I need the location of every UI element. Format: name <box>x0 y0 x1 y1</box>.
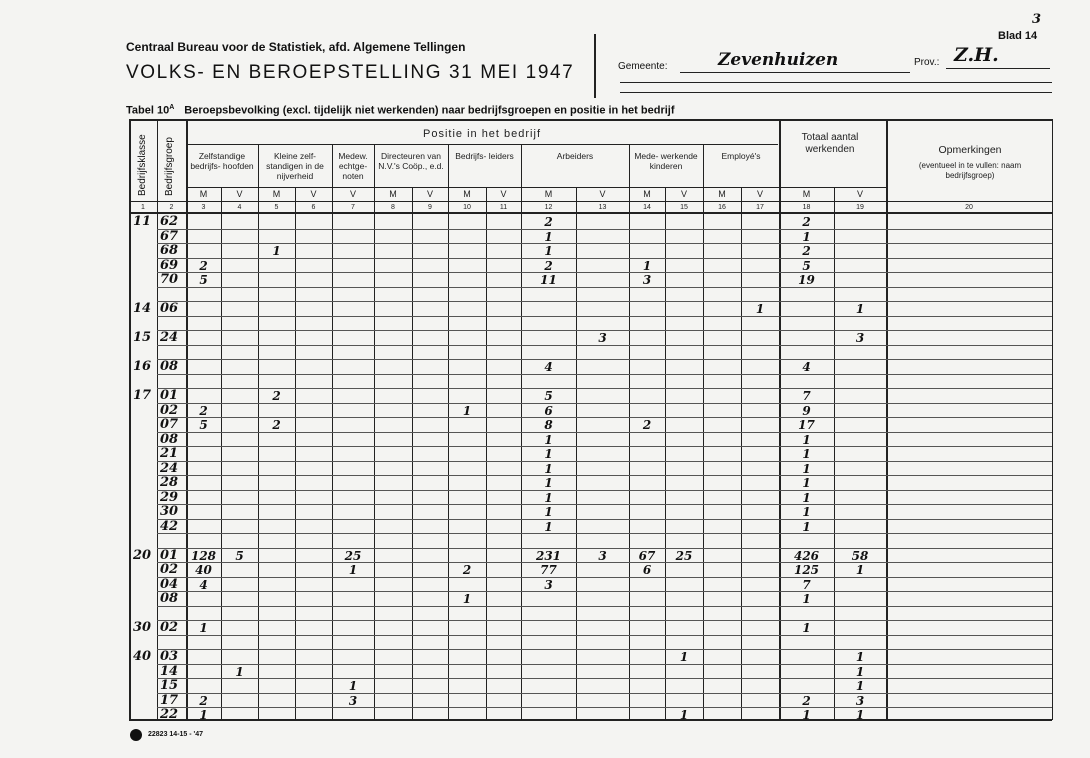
row-bedrijfsgroep: 24 <box>160 460 179 476</box>
row-bedrijfsklasse: 11 <box>133 214 152 229</box>
table-cell: 1 <box>348 563 358 577</box>
table-cell: 5 <box>235 548 244 563</box>
print-code: 22823 14-15 - '47 <box>148 731 203 738</box>
table-cell: 1 <box>679 708 689 722</box>
col-number: 5 <box>274 204 279 211</box>
row-bedrijfsgroep: 67 <box>160 228 179 244</box>
table-cell: 1 <box>462 592 472 606</box>
table-cell: 2 <box>802 244 811 258</box>
table-cell: 1 <box>802 432 811 447</box>
mv-divider <box>486 187 487 720</box>
print-logo <box>130 729 142 741</box>
row-rule <box>157 258 1052 259</box>
row-rule <box>157 475 1052 476</box>
table-cell: 1 <box>544 505 553 519</box>
positie-header: Positie in het bedrijf <box>423 128 541 140</box>
table-cell: 1 <box>855 664 865 679</box>
table-cell: 1 <box>802 229 811 244</box>
col-number: 4 <box>237 204 242 211</box>
row-rule <box>157 577 1052 578</box>
positie-underline <box>186 144 778 145</box>
header-divider <box>594 34 596 98</box>
row-rule <box>157 446 1052 447</box>
table-cell: 426 <box>793 548 820 563</box>
table-cell: 3 <box>544 577 553 592</box>
row-rule <box>157 504 1052 505</box>
mv-divider <box>576 187 577 720</box>
table-cell: 4 <box>199 577 208 592</box>
row-bedrijfsgroep: 70 <box>160 272 179 287</box>
table-cell: 2 <box>462 563 472 577</box>
col-number: 1 <box>141 204 145 211</box>
col-number: 17 <box>756 204 764 211</box>
totaal-header: Totaal aantal werkenden <box>801 132 859 155</box>
table-cell: 7 <box>802 577 811 592</box>
mv-divider <box>412 187 413 720</box>
table-cell: 2 <box>802 215 811 229</box>
table-cell: 4 <box>802 360 811 374</box>
table-cell: 1 <box>544 490 553 505</box>
census-title: VOLKS- EN BEROEPSTELLING 31 MEI 1947 <box>126 62 575 83</box>
row-bedrijfsgroep: 14 <box>160 663 179 679</box>
table-cell: 1 <box>855 708 865 722</box>
table-cell: 2 <box>272 418 281 432</box>
row-bedrijfsgroep: 21 <box>160 446 179 461</box>
row-bedrijfsgroep: 02 <box>160 402 179 418</box>
gemeente-underline <box>680 72 910 73</box>
table-cell: 1 <box>642 258 652 273</box>
table-cell: 1 <box>755 302 765 316</box>
mv-divider <box>741 187 742 720</box>
bedrijfsklasse-header: Bedrijfsklasse <box>137 134 148 196</box>
row-bedrijfsgroep: 02 <box>160 620 179 635</box>
row-bedrijfsgroep: 22 <box>160 707 179 722</box>
row-rule <box>157 533 1052 534</box>
table-cell: 231 <box>535 548 562 563</box>
bureau-line: Centraal Bureau voor de Statistiek, afd. Algemene Tellingen <box>126 40 466 54</box>
table-cell: 1 <box>544 432 553 447</box>
mv-label: M <box>643 189 651 199</box>
table-cell: 17 <box>798 418 815 432</box>
group-header-5: Bedrijfs- leiders <box>455 151 514 161</box>
col-number: 8 <box>391 204 395 211</box>
table-cell: 1 <box>199 621 208 635</box>
row-rule <box>157 591 1052 592</box>
row-rule <box>157 649 1052 650</box>
table-cell: 1 <box>235 664 244 679</box>
header-rule-2 <box>620 92 1052 93</box>
row-rule <box>157 678 1052 679</box>
table-cell: 1 <box>802 519 811 534</box>
col-number: 6 <box>311 204 316 211</box>
table-cell: 1 <box>802 490 811 505</box>
row-bedrijfsgroep: 28 <box>160 475 179 490</box>
row-rule <box>157 490 1052 491</box>
table-cell: 11 <box>540 273 557 287</box>
row-bedrijfsklasse: 15 <box>133 330 152 345</box>
mv-label: V <box>599 189 606 199</box>
opmerkingen-sub: (eventueel in te vullen: naam bedrijfsgroep) <box>918 161 1022 180</box>
row-bedrijfsklasse: 14 <box>133 301 152 316</box>
table-cell: 1 <box>544 519 553 534</box>
mv-label: V <box>236 189 243 199</box>
row-bedrijfsgroep: 08 <box>160 431 179 447</box>
table-cell: 1 <box>802 505 811 519</box>
prov-underline <box>946 68 1050 69</box>
table-cell: 1 <box>855 302 865 316</box>
mv-label: V <box>756 189 763 199</box>
row-rule <box>157 432 1052 433</box>
table-cell: 1 <box>802 447 811 461</box>
table-cell: 19 <box>798 273 815 287</box>
row-rule <box>157 345 1052 346</box>
mv-top-rule <box>186 187 886 188</box>
table-cell: 1 <box>802 621 811 635</box>
row-rule <box>157 287 1052 288</box>
table-cell: 77 <box>540 563 557 577</box>
row-bedrijfsgroep: 15 <box>160 678 179 693</box>
row-rule <box>157 403 1052 404</box>
col-number: 3 <box>201 204 206 211</box>
table-cell: 9 <box>802 403 811 418</box>
mv-label: V <box>426 189 433 199</box>
table-cell: 1 <box>544 229 553 244</box>
table-cell: 2 <box>642 418 652 432</box>
col-number: 18 <box>802 204 811 211</box>
mv-label: M <box>544 189 553 199</box>
table-cell: 2 <box>199 403 208 418</box>
table-title-prefix: Tabel 10 <box>126 104 170 117</box>
row-rule <box>157 316 1052 317</box>
group-header-8: Employé's <box>721 151 761 161</box>
row-bedrijfsgroep: 04 <box>160 576 179 592</box>
mv-label: M <box>389 189 397 199</box>
table-cell: 1 <box>802 708 811 722</box>
table-cell: 3 <box>348 693 358 708</box>
table-cell: 6 <box>544 403 553 418</box>
row-bedrijfsklasse: 17 <box>133 388 152 403</box>
colnum-top-rule <box>129 201 1052 202</box>
table-cell: 67 <box>638 548 656 563</box>
table-cell: 5 <box>802 258 811 273</box>
table-cell: 25 <box>675 548 693 563</box>
mv-label: V <box>680 189 687 199</box>
group-header-2: Kleine zelf- standigen in de nijverheid <box>266 151 324 181</box>
col-number: 15 <box>680 204 688 211</box>
mv-label: M <box>802 189 811 199</box>
row-bedrijfsgroep: 08 <box>160 591 179 606</box>
table-cell: 1 <box>544 447 553 461</box>
table-cell: 1 <box>462 403 472 418</box>
table-cell: 1 <box>855 679 865 693</box>
table-cell: 2 <box>199 258 208 273</box>
group-header-3: Medew. echtge- noten <box>338 151 368 181</box>
col-number: 10 <box>463 204 471 211</box>
col-number: 13 <box>598 204 607 211</box>
row-bedrijfsgroep: 02 <box>160 562 179 577</box>
header-rule-1 <box>620 82 1052 83</box>
table-cell: 5 <box>544 389 553 403</box>
table-cell: 1 <box>855 650 865 664</box>
table-cell: 5 <box>199 418 208 432</box>
row-bedrijfsgroep: 01 <box>160 547 179 563</box>
table-cell: 3 <box>855 693 865 708</box>
blad-label: Blad 14 <box>998 30 1038 42</box>
table-cell: 1 <box>544 461 553 476</box>
table-cell: 1 <box>348 679 358 693</box>
group-header-6: Arbeiders <box>556 151 594 161</box>
group-header-4: Directeuren van N.V.'s Coöp., e.d. <box>378 151 444 171</box>
row-rule <box>157 359 1052 360</box>
row-bedrijfsklasse: 30 <box>133 620 152 635</box>
row-rule <box>157 519 1052 520</box>
mv-divider <box>834 187 835 720</box>
mv-label: M <box>463 189 471 199</box>
row-rule <box>157 635 1052 636</box>
mv-label: V <box>310 189 317 199</box>
mv-label: M <box>272 189 281 199</box>
table-cell: 2 <box>272 389 281 403</box>
table-cell: 6 <box>642 563 652 577</box>
row-bedrijfsgroep: 01 <box>160 388 179 403</box>
col-number: 16 <box>718 204 726 211</box>
table-cell: 1 <box>802 592 811 606</box>
table-cell: 8 <box>544 418 553 432</box>
table-cell: 1 <box>679 650 689 664</box>
opmerkingen-header: Opmerkingen <box>938 144 1002 156</box>
row-bedrijfsgroep: 17 <box>160 692 179 708</box>
row-rule <box>157 229 1052 230</box>
mv-label: V <box>349 189 356 199</box>
mv-label: M <box>199 189 208 199</box>
table-cell: 40 <box>195 563 212 577</box>
mv-divider <box>665 187 666 720</box>
table-cell: 1 <box>544 476 553 490</box>
table-cell: 1 <box>802 476 811 490</box>
gemeente-value: Zevenhuizen <box>718 50 839 70</box>
row-bedrijfsgroep: 29 <box>160 489 179 505</box>
table-cell: 5 <box>199 273 208 287</box>
row-bedrijfsgroep: 08 <box>160 359 179 374</box>
table-cell: 2 <box>802 693 811 708</box>
row-rule <box>157 374 1052 375</box>
row-bedrijfsgroep: 69 <box>160 257 179 273</box>
table-cell: 1 <box>802 461 811 476</box>
row-bedrijfsgroep: 03 <box>160 649 179 664</box>
row-bedrijfsklasse: 40 <box>133 649 152 664</box>
col-number: 12 <box>544 204 553 211</box>
col-divider <box>1052 119 1053 720</box>
table-cell: 3 <box>598 331 607 345</box>
col-number: 2 <box>169 204 174 211</box>
col-number: 20 <box>965 204 973 211</box>
col-number: 11 <box>499 204 508 211</box>
mv-label: V <box>856 189 863 199</box>
bedrijfsgroep-header: Bedrijfsgroep <box>164 137 175 196</box>
row-rule <box>157 606 1052 607</box>
group-header-7: Mede- werkende kinderen <box>634 151 698 171</box>
col-number: 9 <box>428 204 432 211</box>
table-cell: 2 <box>544 215 553 229</box>
table-cell: 1 <box>544 244 553 258</box>
mv-divider <box>295 187 296 720</box>
row-rule <box>157 693 1052 694</box>
col-number: 19 <box>856 204 864 211</box>
table-bottom-rule <box>129 719 1052 721</box>
row-bedrijfsgroep: 62 <box>160 214 179 229</box>
table-cell: 25 <box>344 548 362 563</box>
table-cell: 4 <box>544 360 553 374</box>
table-top-rule <box>129 119 1052 121</box>
row-bedrijfsgroep: 42 <box>160 518 179 534</box>
row-bedrijfsgroep: 07 <box>160 417 179 432</box>
table-cell: 125 <box>793 563 820 577</box>
row-bedrijfsklasse: 20 <box>133 547 152 563</box>
row-rule <box>157 461 1052 462</box>
table-cell: 1 <box>272 244 281 258</box>
table-cell: 1 <box>199 708 208 722</box>
table-cell: 7 <box>802 389 811 403</box>
row-bedrijfsgroep: 68 <box>160 243 179 258</box>
table-cell: 128 <box>190 548 217 563</box>
col-number: 14 <box>643 204 651 211</box>
row-rule <box>157 664 1052 665</box>
table-cell: 2 <box>199 693 208 708</box>
row-rule <box>157 620 1052 621</box>
table-cell: 3 <box>855 331 865 345</box>
mv-label: M <box>718 189 726 199</box>
prov-value: Z.H. <box>954 44 999 66</box>
col-number: 7 <box>351 204 355 211</box>
table-title-text: Beroepsbevolking (excl. tijdelijk niet werkenden) naar bedrijfsgroepen en positie in het bedrijf <box>184 104 675 117</box>
row-rule <box>157 272 1052 273</box>
mv-label: V <box>500 189 507 199</box>
table-cell: 3 <box>598 548 607 563</box>
gemeente-label: Gemeente: <box>618 61 668 72</box>
row-bedrijfsgroep: 06 <box>160 301 179 316</box>
row-rule <box>157 707 1052 708</box>
table-cell: 58 <box>851 548 869 563</box>
colnum-bottom-rule <box>129 212 1052 214</box>
table-title-sup: A <box>169 104 175 111</box>
table-cell: 2 <box>544 258 553 273</box>
blad-number: 3 <box>1032 12 1042 27</box>
prov-label: Prov.: <box>914 57 940 68</box>
row-rule <box>157 301 1052 302</box>
table-title <box>126 104 675 117</box>
group-header-1: Zelfstandige bedrijfs- hoofden <box>190 151 254 171</box>
row-bedrijfsklasse: 16 <box>133 359 152 374</box>
table-cell: 1 <box>855 563 865 577</box>
table-cell: 3 <box>642 273 652 287</box>
row-bedrijfsgroep: 30 <box>160 504 179 519</box>
mv-divider <box>221 187 222 720</box>
row-bedrijfsgroep: 24 <box>160 330 179 345</box>
